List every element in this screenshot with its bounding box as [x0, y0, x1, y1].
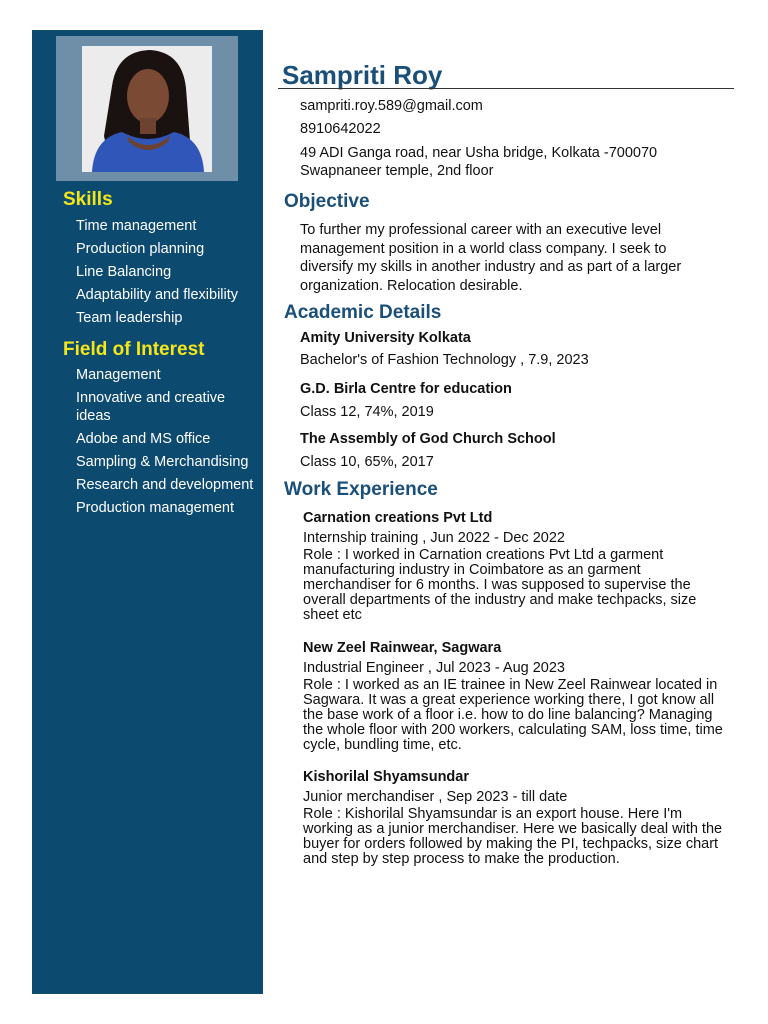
- sidebar: [32, 30, 263, 994]
- list-item: Team leadership: [76, 310, 183, 326]
- field-of-interest-heading: Field of Interest: [63, 339, 205, 360]
- academic-school: G.D. Birla Centre for education: [300, 381, 512, 397]
- address-line-2: Swapnaneer temple, 2nd floor: [300, 163, 494, 179]
- email-text: sampriti.roy.589@gmail.com: [300, 98, 483, 114]
- list-item: Production management: [76, 500, 234, 516]
- list-item: Management: [76, 367, 161, 383]
- objective-text: To further my professional career with an executive level management position in a world class company. I seek to diversify my skills in another industry and as part of a larger organization. Relocation desirable.: [300, 222, 682, 294]
- position-dates: Internship training , Jun 2022 - Dec 2022: [303, 530, 565, 546]
- academic-detail: Bachelor's of Fashion Technology , 7.9, 2023: [300, 352, 589, 368]
- role-description: Role : Kishorilal Shyamsundar is an export house. Here I'm working as a junior merchandiser. Here we basically deal with the buyer for orders followed by making the PI, techpacks, size chart and step by step process to make the production.: [303, 806, 723, 867]
- list-item: Adaptability and flexibility: [76, 287, 239, 303]
- list-item: Innovative and creative ideas: [76, 390, 226, 424]
- work-experience-heading: Work Experience: [284, 479, 438, 500]
- profile-photo: [82, 46, 212, 172]
- list-item: Research and development: [76, 477, 254, 493]
- list-item: Sampling & Merchandising: [76, 454, 249, 470]
- role-description: Role : I worked as an IE trainee in New Zeel Rainwear located in Sagwara. It was a great experience working there, I got know all the base work of a floor i.e. how to do line balancing? Managing the whole floor with 200 workers, calculating SAM, loss time, time cycle, bundling time, etc.: [303, 677, 723, 753]
- academic-detail: Class 10, 65%, 2017: [300, 454, 434, 470]
- list-item: Adobe and MS office: [76, 431, 211, 447]
- phone-text: 8910642022: [300, 121, 381, 137]
- profile-photo-frame: [56, 36, 238, 181]
- skills-heading: Skills: [63, 189, 113, 210]
- list-item: Time management: [76, 218, 197, 234]
- academic-detail: Class 12, 74%, 2019: [300, 404, 434, 420]
- interest-list: [76, 366, 256, 522]
- objective-heading: Objective: [284, 191, 370, 212]
- list-item: Production planning: [76, 241, 205, 257]
- address-line-1: 49 ADI Ganga road, near Usha bridge, Kolkata -700070: [300, 145, 658, 161]
- work-entry: [303, 639, 728, 753]
- academic-heading: Academic Details: [284, 302, 442, 323]
- company-name: Kishorilal Shyamsundar: [303, 769, 469, 785]
- skills-list: [76, 217, 256, 332]
- list-item: Line Balancing: [76, 264, 172, 280]
- academic-school: Amity University Kolkata: [300, 330, 471, 346]
- name-divider: [278, 88, 734, 89]
- academic-school: The Assembly of God Church School: [300, 431, 556, 447]
- company-name: Carnation creations Pvt Ltd: [303, 510, 493, 526]
- work-entry: [303, 509, 728, 623]
- work-entry: [303, 768, 728, 867]
- candidate-name: Sampriti Roy: [282, 60, 443, 90]
- role-description: Role : I worked in Carnation creations Pvt Ltd a garment manufacturing industry in Coimbatore as an garment merchandiser for 6 months. I was supposed to supervise the overall departments of the industry and make techpacks, size sheet etc: [303, 547, 697, 623]
- position-dates: Industrial Engineer , Jul 2023 - Aug 2023: [303, 660, 565, 676]
- position-dates: Junior merchandiser , Sep 2023 - till date: [303, 789, 568, 805]
- company-name: New Zeel Rainwear, Sagwara: [303, 640, 502, 656]
